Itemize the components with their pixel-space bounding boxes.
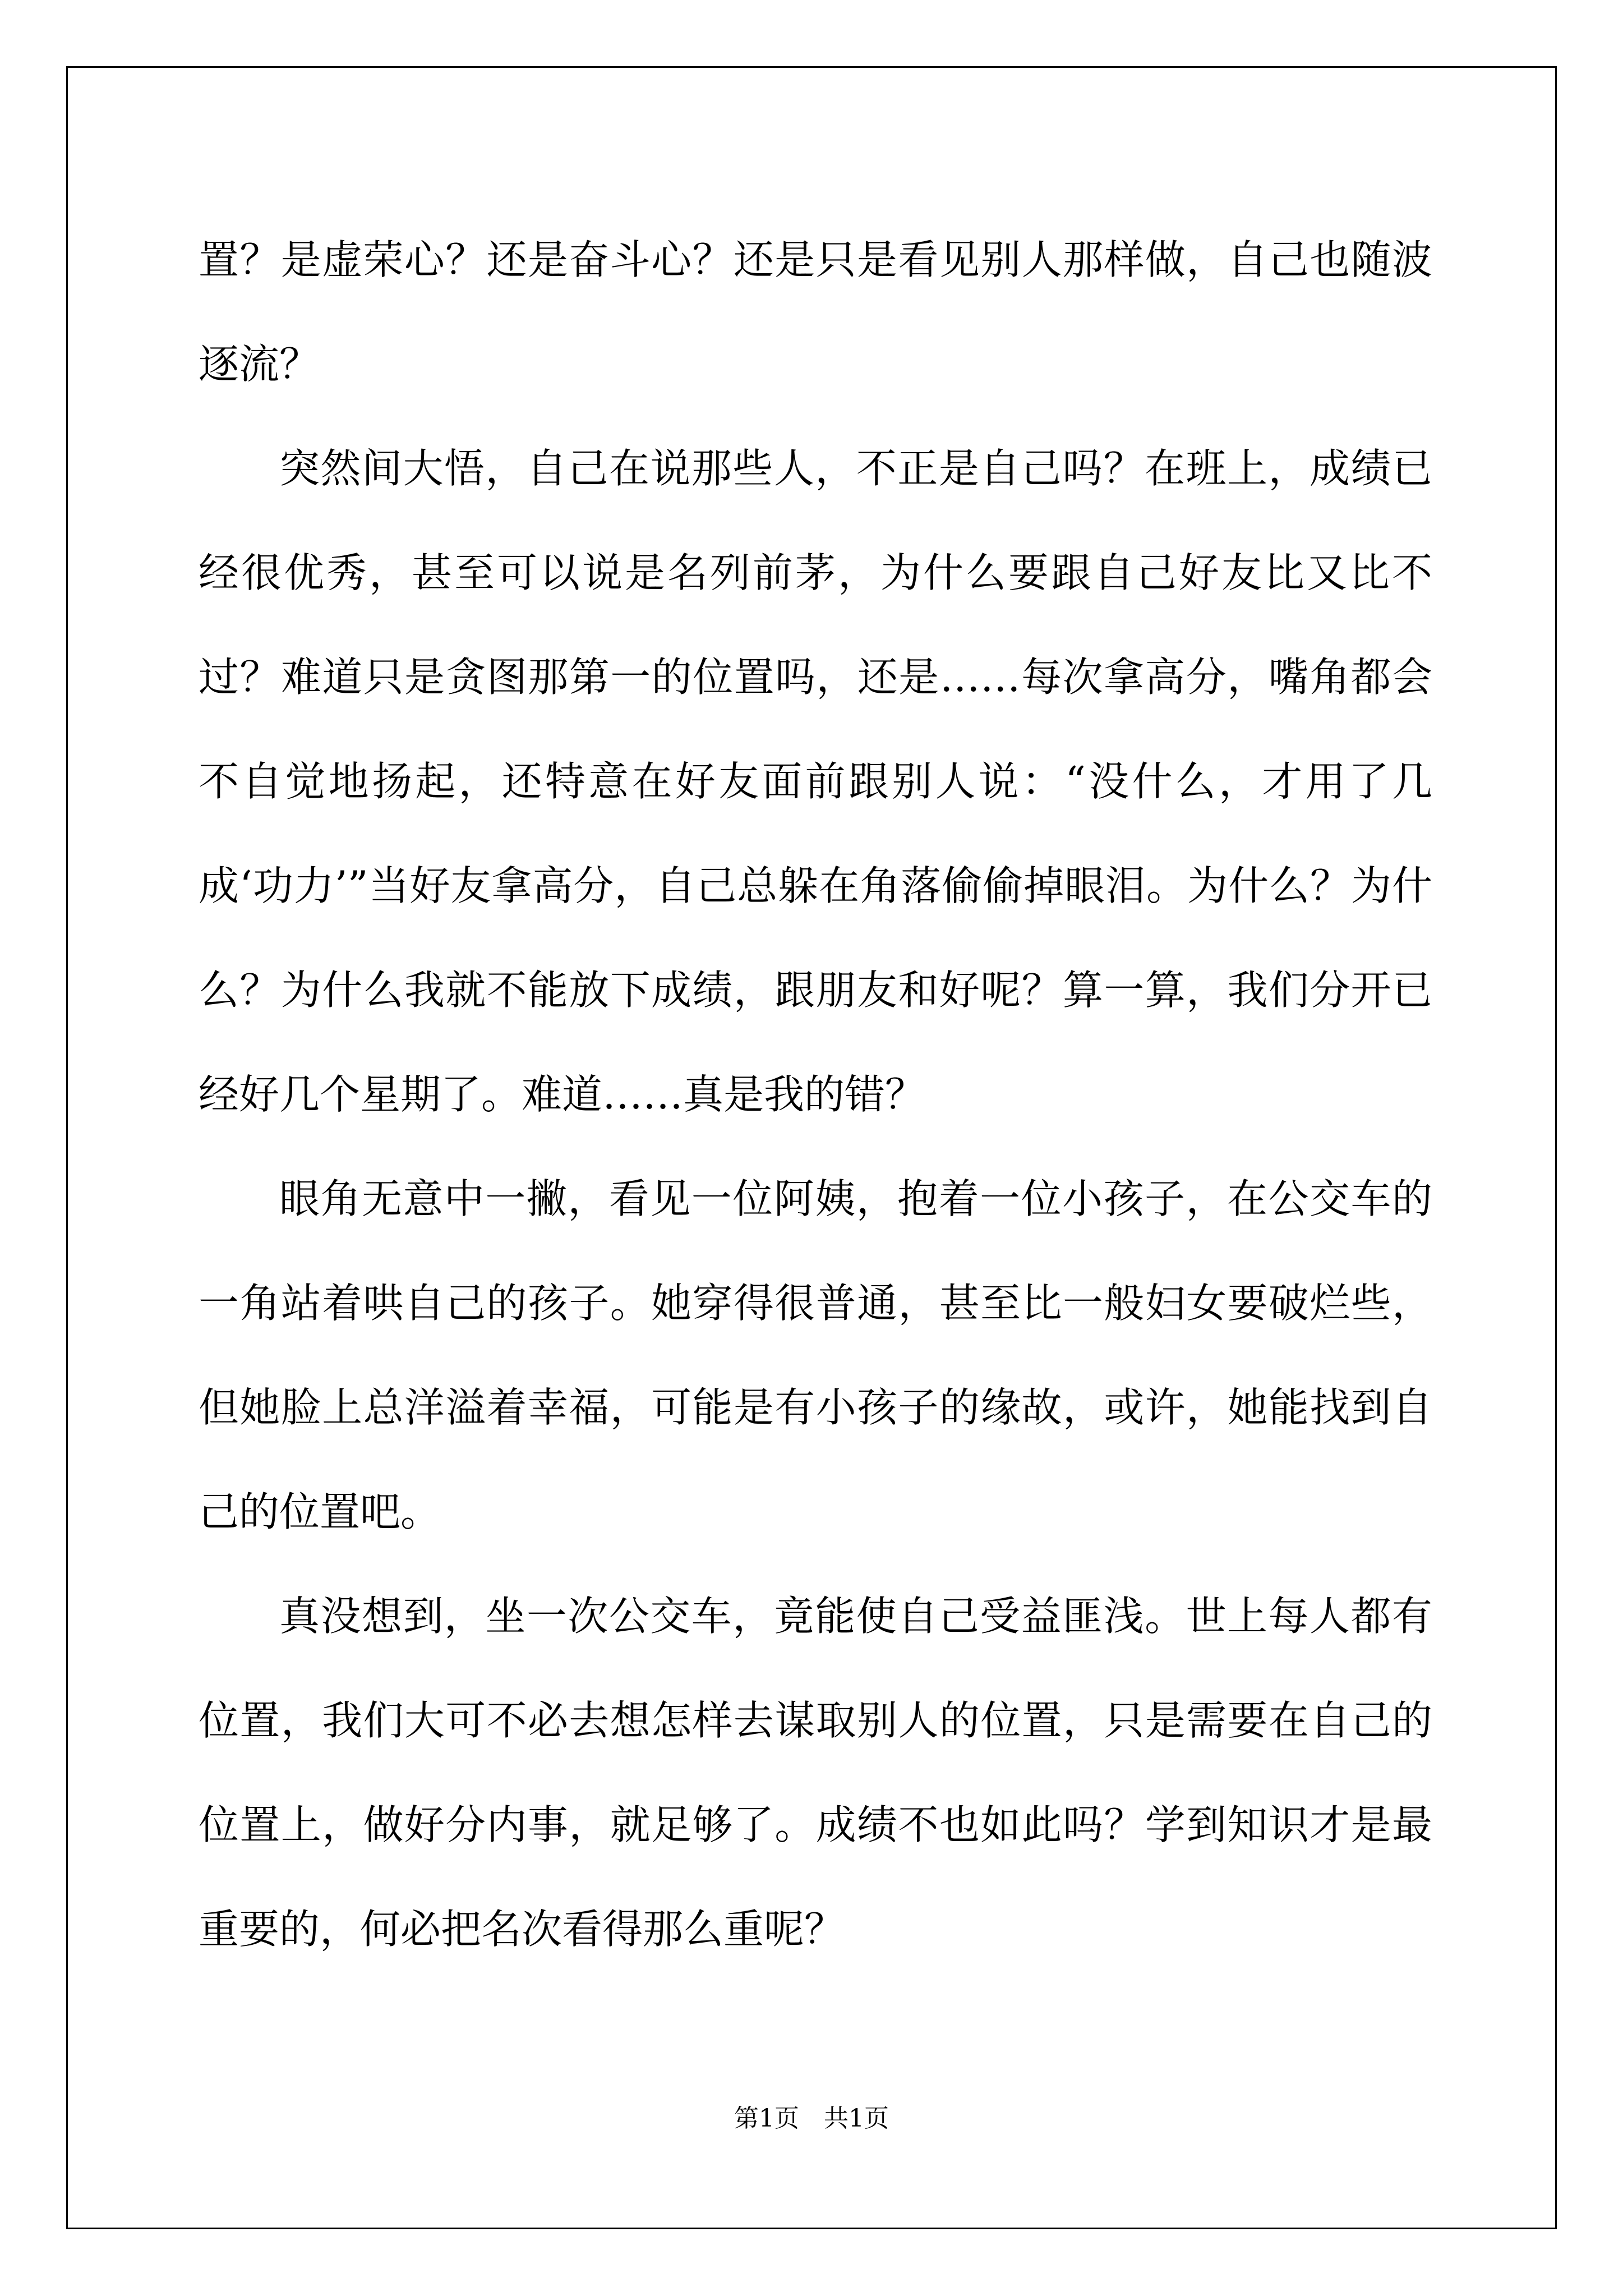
paragraph-1: 置？是虚荣心？还是奋斗心？还是只是看见别人那样做，自己也随波逐流？ [199,236,1432,388]
paragraph-3: 眼角无意中一撇，看见一位阿姨，抱着一位小孩子，在公交车的一角站着哄自己的孩子。她穿得很普通，甚至比一般妇女要破烂些，但她脸上总洋溢着幸福，可能是有小孩子的缘故，或许，她能找到自己的位置吧。 [199,1175,1432,1535]
page-number-footer: 第1页 共1页 [734,2104,889,2133]
paragraph-4: 真没想到，坐一次公交车，竟能使自己受益匪浅。世上每人都有位置，我们大可不必去想怎样去谋取别人的位置，只是需要在自己的位置上，做好分内事，就足够了。成绩不也如此吗？学到知识才是最重要的，何必把名次看得那么重呢？ [199,1593,1432,1953]
document-body [199,208,1432,1981]
paragraph-2: 突然间大悟，自己在说那些人，不正是自己吗？在班上，成绩已经很优秀，甚至可以说是名列前茅，为什么要跟自己好友比又比不过？难道只是贪图那第一的位置吗，还是……每次拿高分，嘴角都会不自觉地扬起，还特意在好友面前跟别人说：“没什么，才用了几成‘功力’”当好友拿高分，自己总躲在角落偷偷掉眼泪。为什么？为什么？为什么我就不能放下成绩，跟朋友和好呢？算一算，我们分开已经好几个星期了。难道……真是我的错？ [199,445,1432,1118]
